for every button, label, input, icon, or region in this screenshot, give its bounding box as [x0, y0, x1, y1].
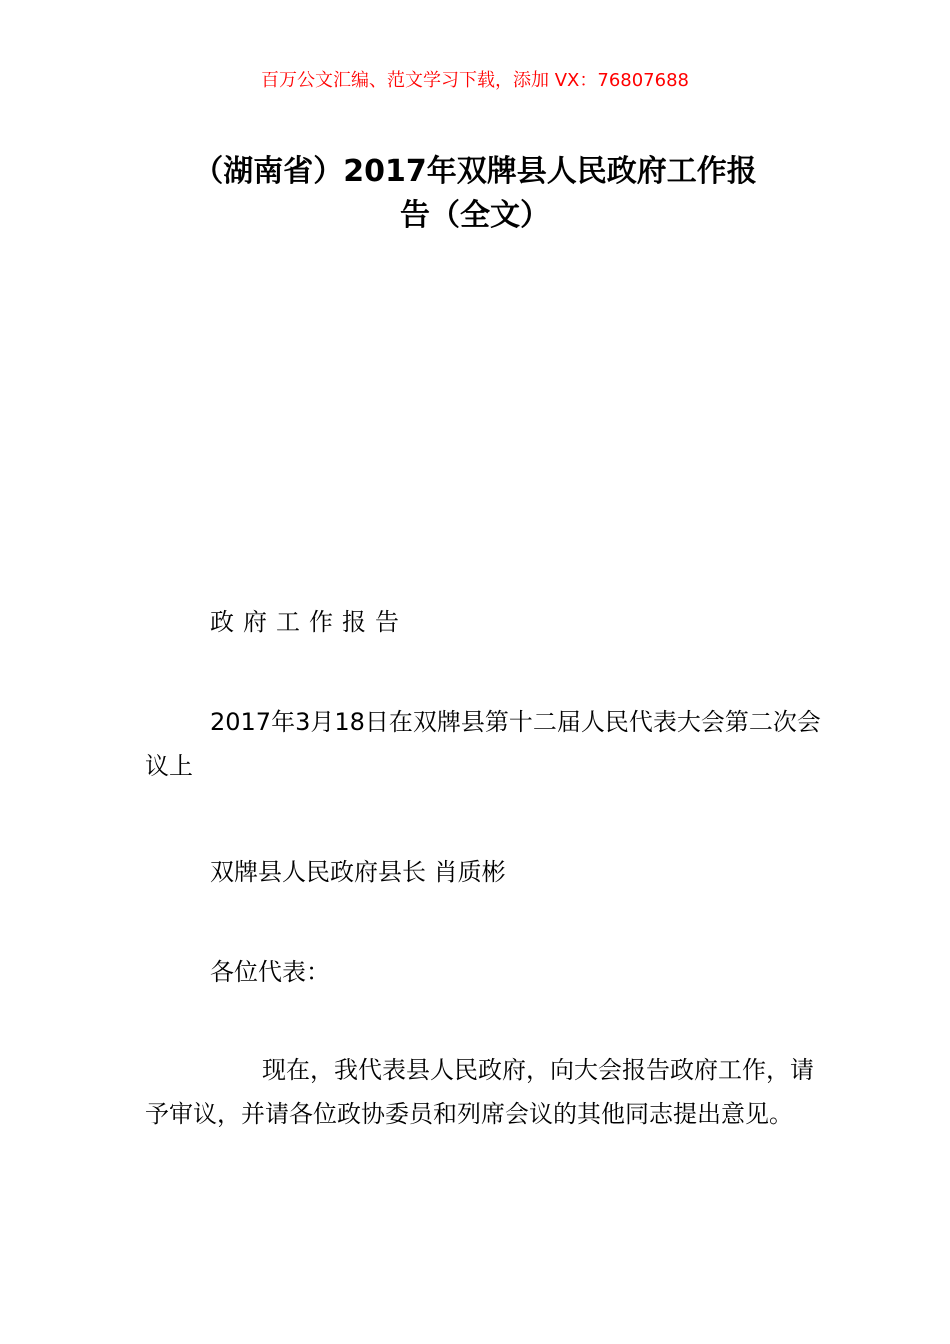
- document-title: [140, 150, 810, 238]
- watermark-note: 百万公文汇编、范文学习下载，添加 VX：76807688: [261, 70, 689, 91]
- salutation: 各位代表：: [210, 958, 330, 986]
- opening-paragraph: 现在，我代表县人民政府，向大会报告政府工作，请予审议，并请各位政协委员和列席会议的其他同志提出意见。: [145, 1056, 814, 1128]
- meeting-line: 2017年3月18日在双牌县第十二届人民代表大会第二次会议上: [145, 708, 821, 780]
- speaker-line: 双牌县人民政府县长 肖质彬: [210, 858, 506, 886]
- title-line-1: （湖南省）2017年双牌县人民政府工作报: [193, 154, 757, 189]
- title-line-2: 告（全文）: [400, 198, 550, 233]
- report-heading: 政府工作报告: [210, 608, 408, 636]
